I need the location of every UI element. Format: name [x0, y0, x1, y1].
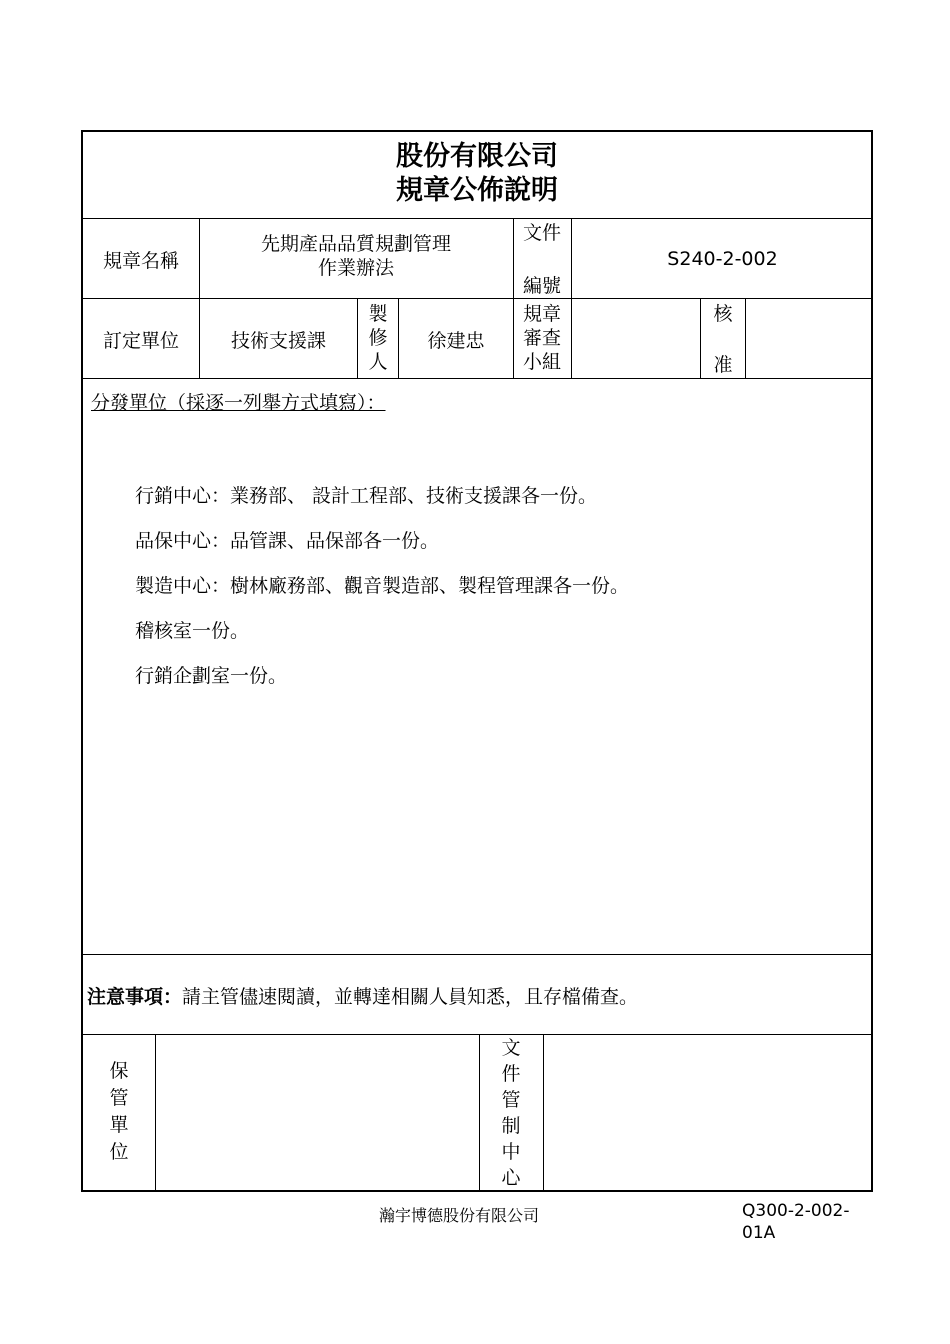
review-group-label-line: 小組 [522, 351, 561, 373]
review-group-label-line: 規章 [522, 303, 561, 325]
keeper-label-char: 管 [109, 1087, 129, 1109]
control-label-char: 中 [501, 1141, 521, 1163]
regulation-name-line2: 作業辦法 [317, 257, 394, 279]
keeper-unit-label [83, 1058, 155, 1166]
keeper-label-char: 保 [109, 1060, 129, 1082]
keeper-unit-value [156, 1036, 479, 1191]
editor-value: 徐建忠 [427, 329, 485, 352]
review-group-label [514, 302, 570, 374]
doc-number-label-top: 文件 [522, 222, 561, 244]
title-line-company: 股份有限公司 [396, 141, 558, 172]
distribution-heading: 分發單位（採逐一列舉方式填寫）： [91, 392, 386, 414]
keeper-label-char: 位 [109, 1141, 129, 1163]
keeper-label-char: 單 [109, 1114, 129, 1136]
control-label-char: 文 [501, 1037, 521, 1059]
control-label-char: 管 [501, 1089, 521, 1111]
editor-label-char: 人 [368, 351, 388, 373]
divider [83, 378, 871, 379]
regulation-name-label: 規章名稱 [102, 249, 179, 272]
doc-number-value: S240-2-002 [667, 248, 778, 270]
editor-label-char: 製 [368, 303, 388, 325]
form-title [83, 132, 871, 218]
divider [83, 1034, 871, 1035]
document-control-center-label [480, 1035, 542, 1191]
approve-value [746, 300, 873, 378]
doc-number-label-bottom: 編號 [522, 275, 561, 297]
approve-label-bottom: 准 [713, 354, 733, 376]
approve-label-top: 核 [713, 303, 733, 325]
review-group-label-line: 審查 [522, 327, 561, 349]
divider [83, 218, 871, 219]
distribution-line: 行銷中心：業務部、 設計工程部、技術支援課各一份。 [135, 485, 598, 507]
divider [83, 954, 871, 955]
distribution-line: 稽核室一份。 [135, 620, 250, 642]
distribution-line: 品保中心：品管課、品保部各一份。 [135, 530, 440, 552]
distribution-line: 製造中心：樹林廠務部、觀音製造部、製程管理課各一份。 [135, 575, 630, 597]
divider [199, 219, 200, 299]
control-label-char: 心 [501, 1167, 521, 1189]
notice-text: 請主管儘速閱讀，並轉達相關人員知悉，且存檔備查。 [182, 986, 639, 1008]
unit-value: 技術支援課 [230, 329, 326, 352]
control-label-char: 制 [501, 1115, 521, 1137]
notice-label: 注意事項： [87, 986, 183, 1008]
regulation-form [81, 130, 873, 1192]
editor-label-char: 修 [368, 327, 388, 349]
review-group-value [572, 300, 699, 378]
regulation-name-line1: 先期產品品質規劃管理 [260, 233, 451, 255]
notice [87, 982, 638, 1009]
distribution-line: 行銷企劃室一份。 [135, 665, 288, 687]
document-control-center-value [544, 1036, 873, 1191]
editor-label [358, 302, 398, 374]
footer-form-code: Q300-2-002-01A [742, 1201, 850, 1243]
title-line-form: 規章公佈說明 [396, 175, 558, 206]
footer-company: 瀚宇博德股份有限公司 [379, 1206, 540, 1225]
regulation-name-value [201, 232, 511, 280]
control-label-char: 件 [501, 1063, 521, 1085]
divider [83, 298, 871, 299]
unit-label: 訂定單位 [102, 329, 179, 352]
